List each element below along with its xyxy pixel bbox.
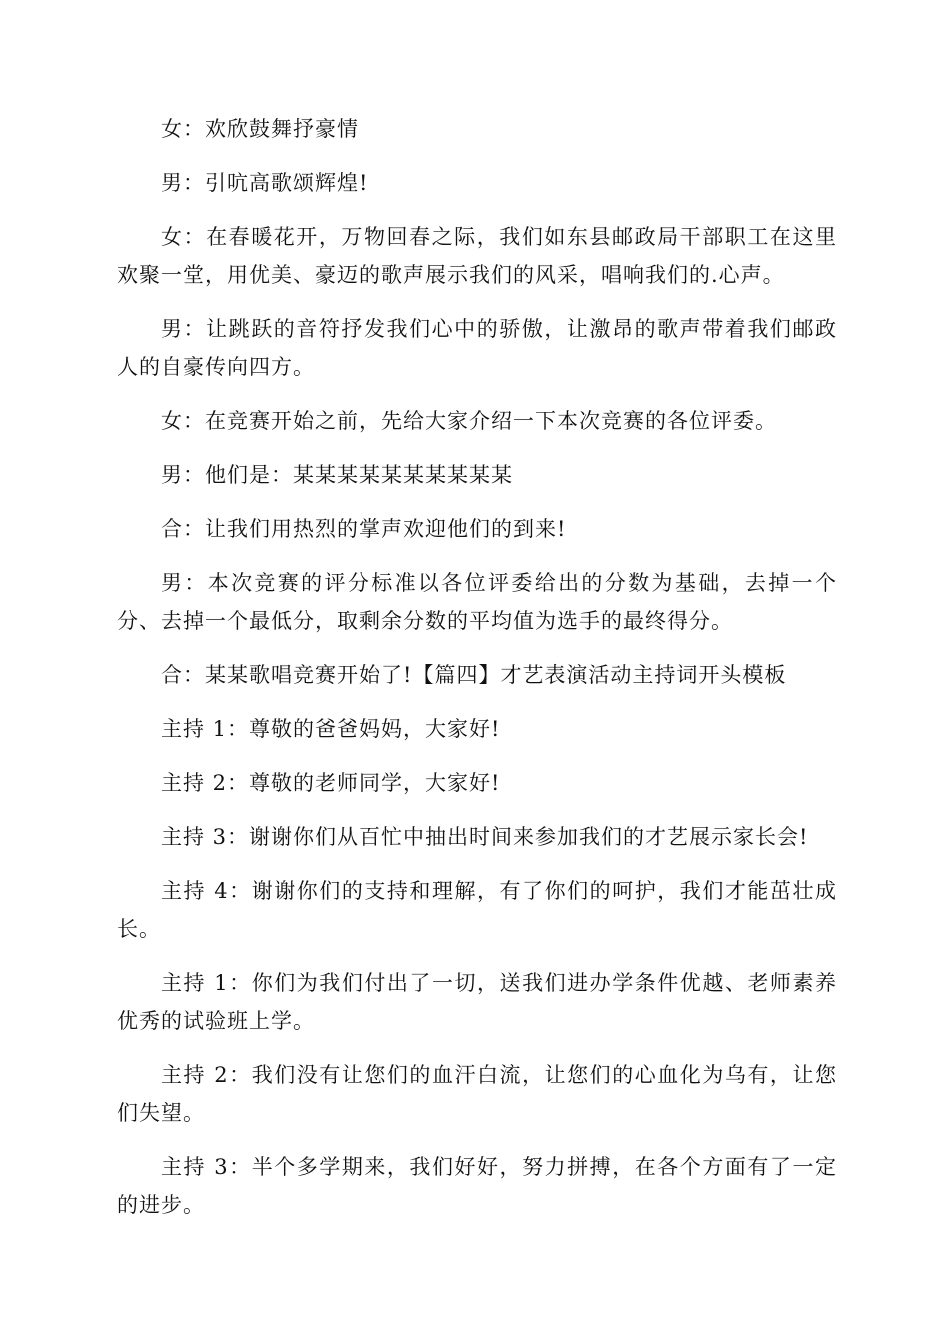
paragraph-1: 女：欢欣鼓舞抒豪情 bbox=[161, 117, 359, 141]
paragraph-11: 主持 2：尊敬的老师同学，大家好! bbox=[161, 771, 501, 795]
paragraph-15: 主持 2：我们没有让您们的血汗白流，让您们的心血化为乌有，让您们失望。 bbox=[117, 1063, 837, 1125]
document-body bbox=[117, 110, 837, 1240]
paragraph-7: 合：让我们用热烈的掌声欢迎他们的到来! bbox=[161, 517, 567, 541]
paragraph-9: 合：某某歌唱竞赛开始了!【篇四】才艺表演活动主持词开头模板 bbox=[161, 663, 787, 687]
paragraph-6: 男：他们是：某某某某某某某某某某 bbox=[161, 463, 513, 487]
paragraph-10: 主持 1：尊敬的爸爸妈妈，大家好! bbox=[161, 717, 501, 741]
paragraph-12: 主持 3：谢谢你们从百忙中抽出时间来参加我们的才艺展示家长会! bbox=[161, 825, 809, 849]
paragraph-4: 男：让跳跃的音符抒发我们心中的骄傲，让激昂的歌声带着我们邮政人的自豪传向四方。 bbox=[117, 317, 837, 379]
paragraph-3: 女：在春暖花开，万物回春之际，我们如东县邮政局干部职工在这里欢聚一堂，用优美、豪迈的歌声展示我们的风采，唱响我们的.心声。 bbox=[117, 225, 837, 287]
paragraph-8: 男：本次竞赛的评分标准以各位评委给出的分数为基础，去掉一个分、去掉一个最低分，取剩余分数的平均值为选手的最终得分。 bbox=[117, 571, 837, 633]
paragraph-14: 主持 1：你们为我们付出了一切，送我们进办学条件优越、老师素养优秀的试验班上学。 bbox=[117, 971, 837, 1033]
paragraph-2: 男：引吭高歌颂辉煌! bbox=[161, 171, 369, 195]
paragraph-5: 女：在竞赛开始之前，先给大家介绍一下本次竞赛的各位评委。 bbox=[161, 409, 777, 433]
paragraph-16: 主持 3：半个多学期来，我们好好，努力拼搏，在各个方面有了一定的进步。 bbox=[117, 1155, 837, 1217]
paragraph-13: 主持 4：谢谢你们的支持和理解，有了你们的呵护，我们才能茁壮成长。 bbox=[117, 879, 837, 941]
